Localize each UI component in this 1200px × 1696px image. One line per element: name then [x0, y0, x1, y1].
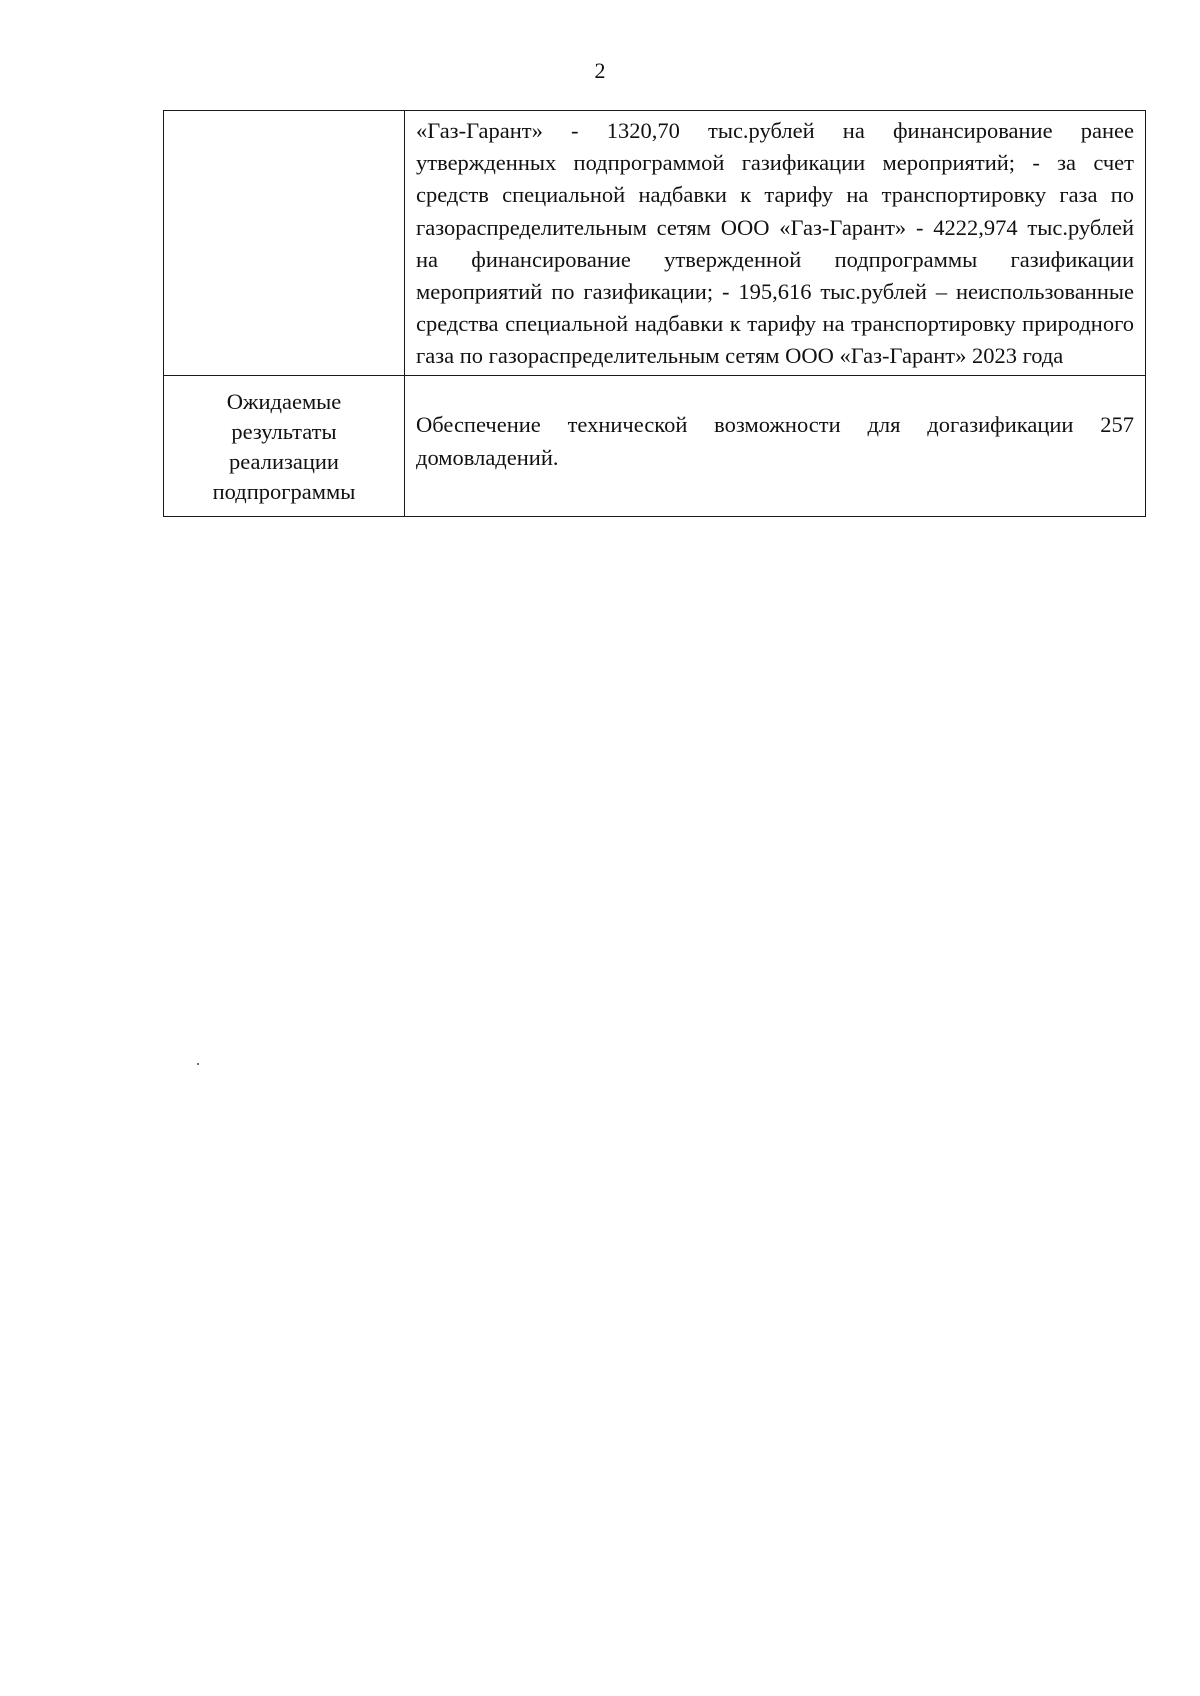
label-line: Ожидаемые: [226, 388, 342, 414]
expected-results-label-cell: [164, 375, 405, 516]
row-label-cell-empty: [164, 111, 405, 376]
label-line: результаты: [231, 418, 337, 444]
table-row: [164, 111, 1146, 376]
expected-results-value-cell: [405, 375, 1146, 516]
page-number: 2: [594, 58, 606, 83]
funding-sources-text: «Газ-Гарант» - 1320,70 тыс.рублей на финансирование ранее утвержденных подпрограммой газификации мероприятий; - за счет средств специальной надбавки к тарифу на транспортировку газа по газораспределительным сетям ООО «Газ-Гарант» - 4222,974 тыс.рублей на финансирование утвержденной подпрограммы газификации мероприятий по газификации; - 195,616 тыс.рублей – неиспользованные средства специальной надбавки к тарифу на транспортировку природного газа по газораспределительным сетям ООО «Газ-Гарант» 2023 года: [416, 118, 1134, 369]
label-line: подпрограммы: [212, 478, 356, 504]
funding-sources-cell: [405, 111, 1146, 376]
expected-results-text: Обеспечение технической возможности для догазификации 257 домовладений.: [416, 412, 1134, 470]
label-line: реализации: [229, 448, 339, 474]
subprogram-passport-table: [163, 110, 1146, 517]
scan-speck: [197, 1063, 199, 1065]
table-row: [164, 375, 1146, 516]
